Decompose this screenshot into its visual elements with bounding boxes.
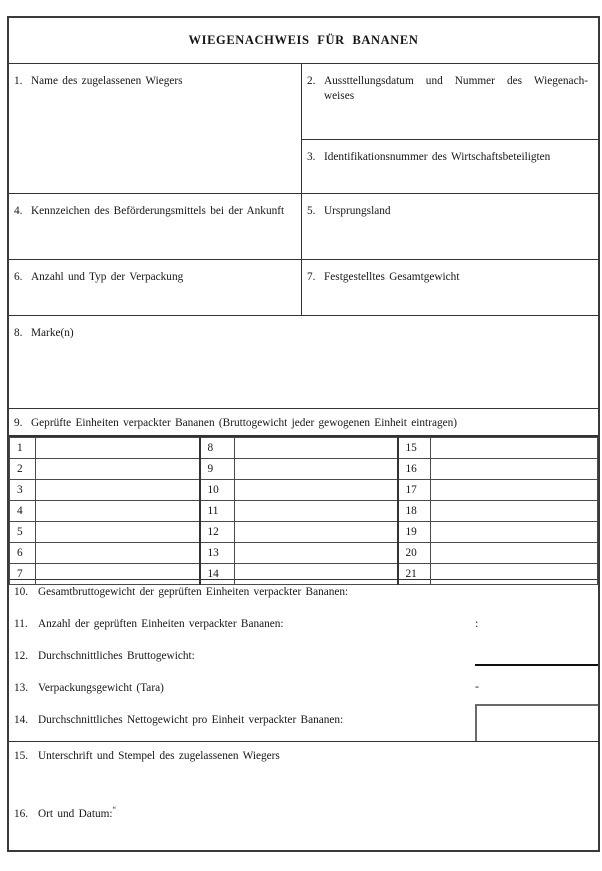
field-6-packaging-count-type[interactable] [9,260,302,315]
field-10-total-gross-weight [14,586,348,598]
weight-cell-number: 9 [200,459,235,480]
field-1-label: Name des zugelassenen Wiegers [31,75,183,87]
field-2-issue-date-number[interactable] [302,64,598,140]
field-14-average-net-weight [14,714,343,726]
field-12-number: 12. [14,650,29,662]
field-12-average-gross-weight [14,650,195,662]
field-7-label: Festgestelltes Gesamtgewicht [324,271,460,283]
footnote-mark: “ [112,805,117,815]
weight-cell-entry[interactable] [431,480,598,501]
field-4-transport-id[interactable] [9,194,302,259]
weight-cell-entry[interactable] [235,522,398,543]
weight-cell-entry[interactable] [235,543,398,564]
field-14-label: Durchschnittliches Nettogewicht pro Einheit verpackter Bananen: [38,714,344,726]
field-15-label: Unterschrift und Stempel des zugelassenen Wiegers [38,750,280,762]
weight-cell-entry[interactable] [431,459,598,480]
field-8-number: 8. [14,327,23,339]
weight-cell-number: 8 [200,438,235,459]
field-3-label: Identifikationsnummer des Wirtschaftsbeteiligten [324,151,551,163]
field-5-number: 5. [307,205,316,217]
field-4-label: Kennzeichen des Beförderungsmittels bei der Ankunft [31,205,285,217]
weight-cell-number: 21 [398,564,431,585]
field-9-label: Geprüfte Einheiten verpackter Bananen (Bruttogewicht jeder gewogenen Einheit eintragen) [31,417,458,429]
weight-table-row [10,501,598,522]
weight-cell-number: 3 [10,480,36,501]
row-fields-6-7 [9,260,598,316]
column-fields-2-3 [302,64,598,193]
weight-cell-entry[interactable] [36,522,200,543]
row-fields-1-2-3 [9,64,598,194]
field-14-number: 14. [14,714,29,726]
weight-cell-number: 19 [398,522,431,543]
weight-cell-number: 18 [398,501,431,522]
weight-cell-number: 16 [398,459,431,480]
weight-table [9,437,598,585]
form-title: WIEGENACHWEIS FÜR BANANEN [188,33,419,47]
weight-cell-entry[interactable] [431,543,598,564]
weight-cell-entry[interactable] [431,501,598,522]
weight-table-row [10,438,598,459]
weight-cell-entry[interactable] [36,543,200,564]
weight-cell-number: 13 [200,543,235,564]
field-11-unit-count [14,618,284,630]
field-6-number: 6. [14,271,23,283]
form-title-row [9,18,598,64]
weight-cell-entry[interactable] [36,438,200,459]
field-4-number: 4. [14,205,23,217]
division-rule-line [475,664,598,666]
weight-table-row [10,459,598,480]
field-16-number: 16. [14,808,29,820]
weight-cell-number: 2 [10,459,36,480]
weight-table-row [10,522,598,543]
row-fields-4-5 [9,194,598,260]
field-1-weigher-name[interactable] [9,64,302,193]
weight-table-body [10,438,598,585]
weight-cell-number: 4 [10,501,36,522]
weight-cell-number: 14 [200,564,235,585]
weight-cell-entry[interactable] [36,501,200,522]
field-9-header [9,409,598,437]
weight-cell-number: 11 [200,501,235,522]
field-7-number: 7. [307,271,316,283]
field-10-label: Gesamtbruttogewicht der geprüften Einheiten verpackter Bananen: [38,586,349,598]
field-9-number: 9. [14,417,23,429]
field-12-label: Durchschnittliches Bruttogewicht: [38,650,195,662]
field-2-number: 2. [307,75,316,87]
field-3-operator-id[interactable] [302,140,598,193]
weight-cell-entry[interactable] [235,480,398,501]
field-13-tara-weight [14,682,164,694]
weight-cell-entry[interactable] [36,459,200,480]
field-15-signature-stamp[interactable] [14,750,280,762]
field-11-number: 11. [14,618,28,630]
weight-cell-entry[interactable] [235,501,398,522]
field-2-label [324,74,588,105]
weighing-certificate-form [7,16,600,852]
signature-section [9,742,598,850]
result-box[interactable] [475,704,598,741]
weight-table-row [10,543,598,564]
division-operator: : [475,616,479,630]
field-11-label: Anzahl der geprüften Einheiten verpackter Bananen: [38,618,284,630]
field-15-number: 15. [14,750,29,762]
field-2-label-line1: Aussttellungsdatum und Nummer des Wiegenach- [324,75,588,87]
field-6-label: Anzahl und Typ der Verpackung [31,271,184,283]
weight-cell-entry[interactable] [235,459,398,480]
weight-cell-number: 12 [200,522,235,543]
field-8-marks[interactable] [9,316,598,409]
weight-cell-entry[interactable] [235,438,398,459]
weight-cell-number: 5 [10,522,36,543]
field-10-number: 10. [14,586,29,598]
field-5-origin-country[interactable] [302,194,598,259]
field-2-label-line2: weises [324,90,355,103]
weight-table-section [9,437,598,580]
field-13-label: Verpackungsgewicht (Tara) [38,682,164,694]
weight-cell-number: 10 [200,480,235,501]
field-13-number: 13. [14,682,29,694]
field-5-label: Ursprungsland [324,205,391,217]
field-16-label: Ort und Datum:“ [38,805,117,820]
weight-cell-number: 15 [398,438,431,459]
field-7-total-weight[interactable] [302,260,598,315]
weight-cell-number: 20 [398,543,431,564]
weight-cell-entry[interactable] [431,522,598,543]
weight-cell-entry[interactable] [36,480,200,501]
field-3-number: 3. [307,151,316,163]
weight-cell-number: 1 [10,438,36,459]
field-1-number: 1. [14,75,23,87]
minus-operator: - [475,679,479,693]
weight-table-row [10,480,598,501]
field-16-place-date[interactable] [14,805,117,820]
calculation-section [9,580,598,742]
weight-cell-number: 17 [398,480,431,501]
weight-cell-entry[interactable] [431,438,598,459]
field-8-label: Marke(n) [31,327,74,339]
weight-cell-number: 7 [10,564,36,585]
weight-cell-number: 6 [10,543,36,564]
